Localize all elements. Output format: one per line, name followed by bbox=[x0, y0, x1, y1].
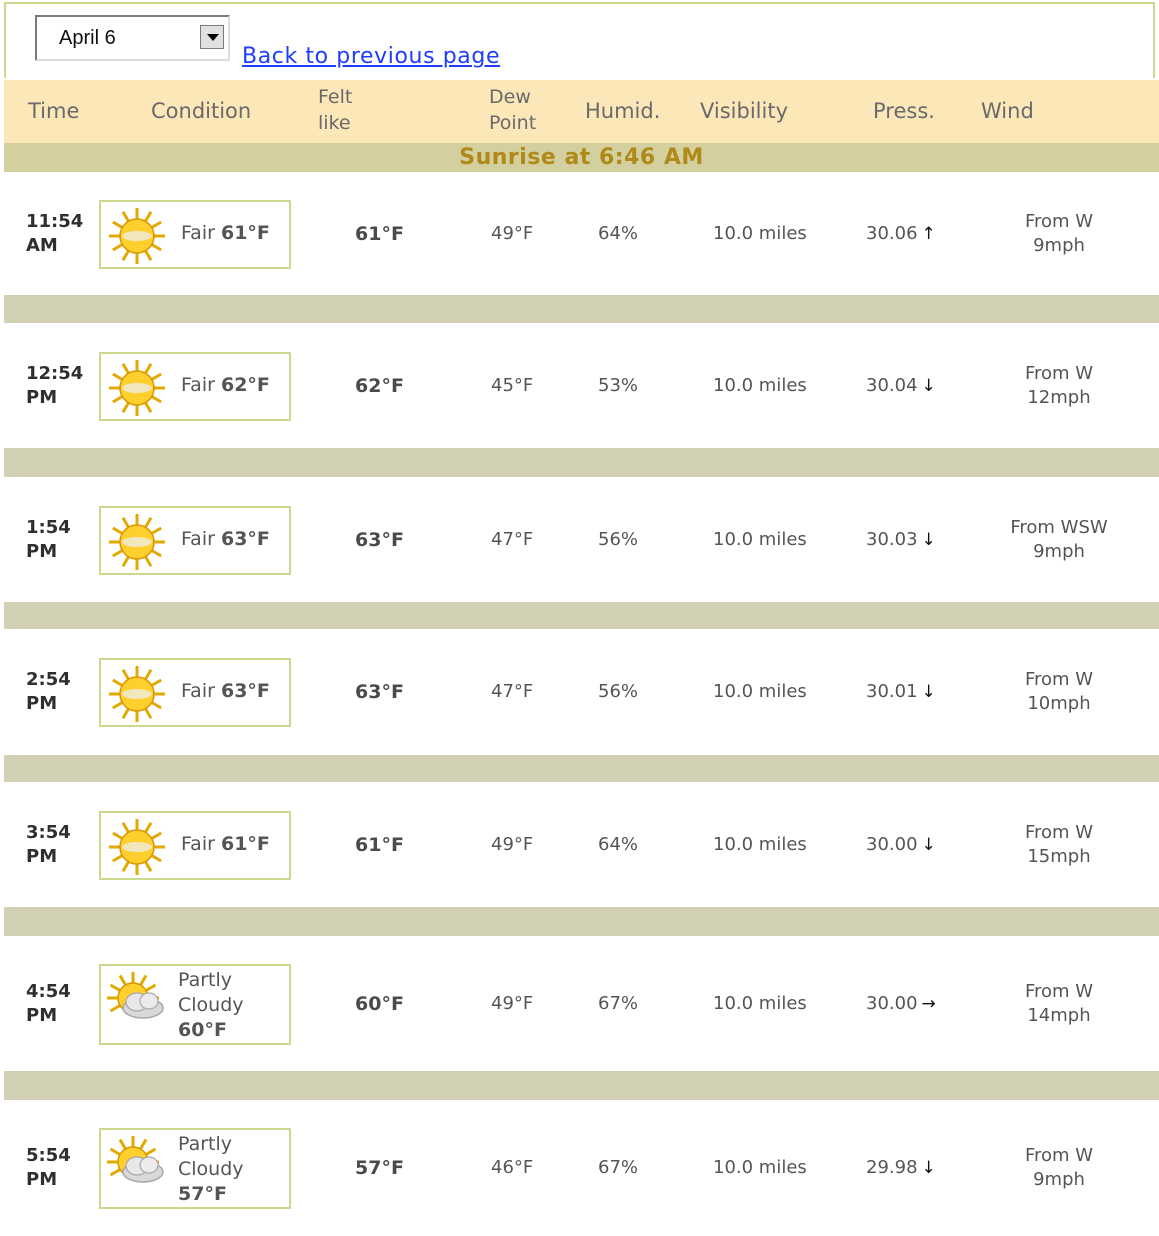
felt-like-value: 62°F bbox=[355, 375, 404, 397]
pressure-value: 30.01 ↓ bbox=[866, 681, 936, 702]
wind-value: From W 9mph bbox=[1024, 1145, 1094, 1190]
table-row bbox=[4, 323, 1159, 448]
column-header-felt-like: Felt like bbox=[318, 86, 353, 134]
wind-value: From W 10mph bbox=[1024, 669, 1094, 714]
pressure-falling-arrow-icon: ↓ bbox=[921, 682, 936, 702]
condition-cell bbox=[99, 658, 291, 727]
condition-text: Fair 62°F bbox=[181, 374, 270, 396]
row-separator bbox=[4, 1071, 1159, 1100]
humidity-value: 53% bbox=[598, 375, 639, 396]
pressure-value: 30.04 ↓ bbox=[866, 375, 936, 396]
condition-text: Partly Cloudy 57°F bbox=[178, 1133, 244, 1205]
column-header-press: Press. bbox=[873, 99, 935, 123]
table-row bbox=[4, 936, 1159, 1071]
pressure-value: 30.00 → bbox=[866, 993, 936, 1014]
visibility-value: 10.0 miles bbox=[713, 223, 807, 244]
humidity-value: 56% bbox=[598, 529, 639, 550]
pressure-falling-arrow-icon: ↓ bbox=[921, 835, 936, 855]
partly-cloudy-icon bbox=[107, 970, 167, 1030]
visibility-value: 10.0 miles bbox=[713, 834, 807, 855]
observation-time: 3:54 PM bbox=[26, 822, 71, 867]
sunny-icon bbox=[107, 512, 167, 572]
table-row bbox=[4, 629, 1159, 755]
felt-like-value: 60°F bbox=[355, 993, 404, 1015]
chevron-down-icon[interactable] bbox=[200, 25, 224, 49]
dew-point-value: 47°F bbox=[491, 681, 534, 702]
partly-cloudy-icon bbox=[107, 1134, 167, 1194]
sunny-icon bbox=[107, 664, 167, 724]
dew-point-value: 49°F bbox=[491, 834, 534, 855]
table-row bbox=[4, 1100, 1159, 1236]
row-separator bbox=[4, 755, 1159, 784]
humidity-value: 64% bbox=[598, 223, 639, 244]
column-header-dew-point: Dew Point bbox=[489, 86, 537, 134]
humidity-value: 67% bbox=[598, 1157, 639, 1178]
sunrise-banner: Sunrise at 6:46 AM bbox=[4, 143, 1159, 172]
dew-point-value: 47°F bbox=[491, 529, 534, 550]
row-separator bbox=[4, 448, 1159, 477]
felt-like-value: 61°F bbox=[355, 834, 404, 856]
column-header-visibility: Visibility bbox=[700, 99, 789, 123]
observation-time: 2:54 PM bbox=[26, 669, 71, 714]
date-toolbar bbox=[4, 2, 1155, 78]
humidity-value: 64% bbox=[598, 834, 639, 855]
pressure-steady-arrow-icon: → bbox=[921, 994, 936, 1014]
sunny-icon bbox=[107, 817, 167, 877]
column-header-time: Time bbox=[28, 99, 80, 123]
row-separator bbox=[4, 295, 1159, 324]
pressure-value: 30.03 ↓ bbox=[866, 529, 936, 550]
condition-cell bbox=[99, 200, 291, 269]
observation-time: 11:54 AM bbox=[26, 211, 84, 256]
visibility-value: 10.0 miles bbox=[713, 529, 807, 550]
visibility-value: 10.0 miles bbox=[713, 993, 807, 1014]
observation-time: 12:54 PM bbox=[26, 363, 84, 408]
dew-point-value: 45°F bbox=[491, 375, 534, 396]
dew-point-value: 49°F bbox=[491, 993, 534, 1014]
condition-text: Fair 63°F bbox=[181, 680, 270, 702]
pressure-value: 29.98 ↓ bbox=[866, 1157, 936, 1178]
pressure-falling-arrow-icon: ↓ bbox=[921, 1158, 936, 1178]
table-row bbox=[4, 172, 1159, 295]
condition-text: Partly Cloudy 60°F bbox=[178, 969, 244, 1041]
condition-text: Fair 61°F bbox=[181, 833, 270, 855]
condition-cell bbox=[99, 352, 291, 421]
condition-cell bbox=[99, 811, 291, 880]
wind-value: From WSW 9mph bbox=[1010, 517, 1108, 562]
wind-value: From W 12mph bbox=[1024, 363, 1094, 408]
row-separator bbox=[4, 602, 1159, 631]
date-select[interactable] bbox=[35, 15, 230, 61]
felt-like-value: 61°F bbox=[355, 223, 404, 245]
wind-value: From W 14mph bbox=[1024, 981, 1094, 1026]
date-select-value: April 6 bbox=[59, 27, 116, 49]
observation-time: 1:54 PM bbox=[26, 517, 71, 562]
wind-value: From W 15mph bbox=[1024, 822, 1094, 867]
pressure-value: 30.00 ↓ bbox=[866, 834, 936, 855]
pressure-rising-arrow-icon: ↑ bbox=[921, 224, 936, 244]
observation-time: 4:54 PM bbox=[26, 981, 71, 1026]
pressure-falling-arrow-icon: ↓ bbox=[921, 376, 936, 396]
sunny-icon bbox=[107, 206, 167, 266]
humidity-value: 67% bbox=[598, 993, 639, 1014]
wind-value: From W 9mph bbox=[1024, 211, 1094, 256]
visibility-value: 10.0 miles bbox=[713, 1157, 807, 1178]
back-to-previous-page-link[interactable]: Back to previous page bbox=[242, 44, 501, 69]
table-row bbox=[4, 782, 1159, 907]
pressure-value: 30.06 ↑ bbox=[866, 223, 936, 244]
humidity-value: 56% bbox=[598, 681, 639, 702]
condition-text: Fair 63°F bbox=[181, 528, 270, 550]
column-header-wind: Wind bbox=[981, 99, 1034, 123]
column-header-condition: Condition bbox=[151, 99, 252, 123]
sunny-icon bbox=[107, 358, 167, 418]
condition-cell bbox=[99, 964, 291, 1045]
felt-like-value: 63°F bbox=[355, 681, 404, 703]
row-separator bbox=[4, 907, 1159, 936]
dew-point-value: 49°F bbox=[491, 223, 534, 244]
condition-text: Fair 61°F bbox=[181, 222, 270, 244]
felt-like-value: 63°F bbox=[355, 529, 404, 551]
table-row bbox=[4, 477, 1159, 602]
felt-like-value: 57°F bbox=[355, 1157, 404, 1179]
table-header bbox=[4, 80, 1159, 143]
observation-time: 5:54 PM bbox=[26, 1145, 71, 1190]
visibility-value: 10.0 miles bbox=[713, 681, 807, 702]
condition-cell bbox=[99, 506, 291, 575]
pressure-falling-arrow-icon: ↓ bbox=[921, 530, 936, 550]
dew-point-value: 46°F bbox=[491, 1157, 534, 1178]
column-header-humid: Humid. bbox=[585, 99, 661, 123]
visibility-value: 10.0 miles bbox=[713, 375, 807, 396]
condition-cell bbox=[99, 1128, 291, 1209]
